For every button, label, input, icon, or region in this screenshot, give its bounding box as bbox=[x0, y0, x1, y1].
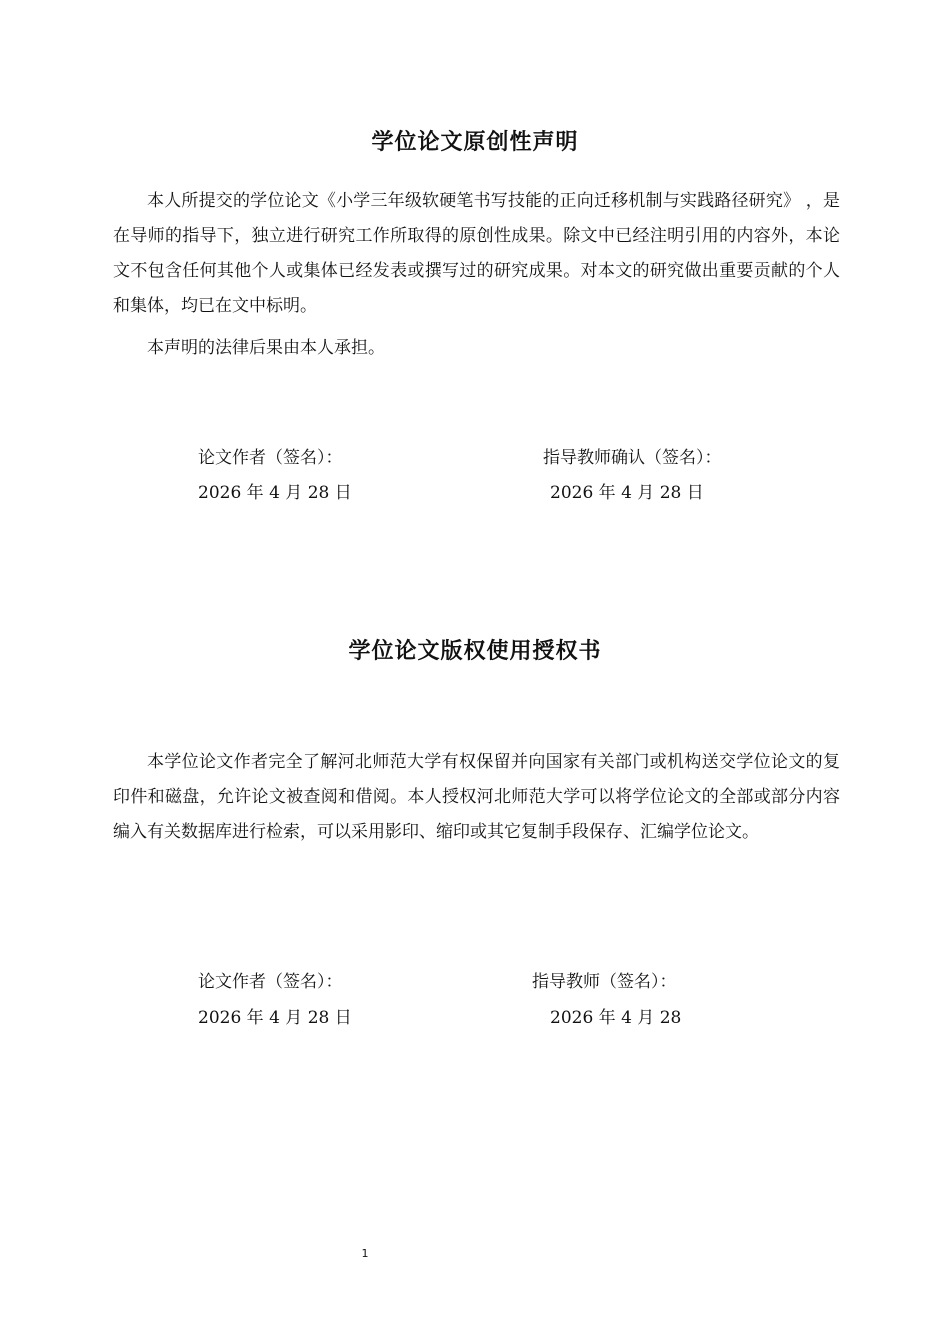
declaration-paragraph-1: 本人所提交的学位论文《小学三年级软硬笔书写技能的正向迁移机制与实践路径研究》 ，是在导师的指导下，独立进行研究工作所取得的原创性成果。除文中已经注明引用的内容外，本论文不包含任何其他个人或集体已经发表或撰写过的研究成果。对本文的研究做出重要贡献的个人和集体，均已在文中标明。 bbox=[113, 191, 840, 316]
declaration-author-signature-label: 论文作者（签名）： bbox=[198, 448, 343, 468]
authorization-paragraph: 本学位论文作者完全了解河北师范大学有权保留并向国家有关部门或机构送交学位论文的复印件和磁盘，允许论文被查阅和借阅。本人授权河北师范大学可以将学位论文的全部或部分内容编入有关数据库进行检索，可以采用影印、缩印或其它复制手段保存、汇编学位论文。 bbox=[113, 752, 840, 842]
declaration-advisor-signature-label: 指导教师确认（签名）： bbox=[543, 448, 722, 468]
authorization-author-date: 2026 年 4 月 28 日 bbox=[198, 1008, 352, 1028]
declaration-title: 学位论文原创性声明 bbox=[371, 130, 579, 155]
page-number: 1 bbox=[361, 1247, 369, 1260]
authorization-advisor-signature-label: 指导教师（签名）： bbox=[532, 972, 677, 992]
authorization-advisor-date: 2026 年 4 月 28 bbox=[550, 1008, 682, 1028]
declaration-paragraph-2: 本声明的法律后果由本人承担。 bbox=[147, 338, 385, 358]
authorization-title: 学位论文版权使用授权书 bbox=[348, 639, 602, 664]
authorization-author-signature-label: 论文作者（签名）： bbox=[198, 972, 343, 992]
declaration-advisor-date: 2026 年 4 月 28 日 bbox=[550, 483, 704, 503]
declaration-author-date: 2026 年 4 月 28 日 bbox=[198, 483, 352, 503]
